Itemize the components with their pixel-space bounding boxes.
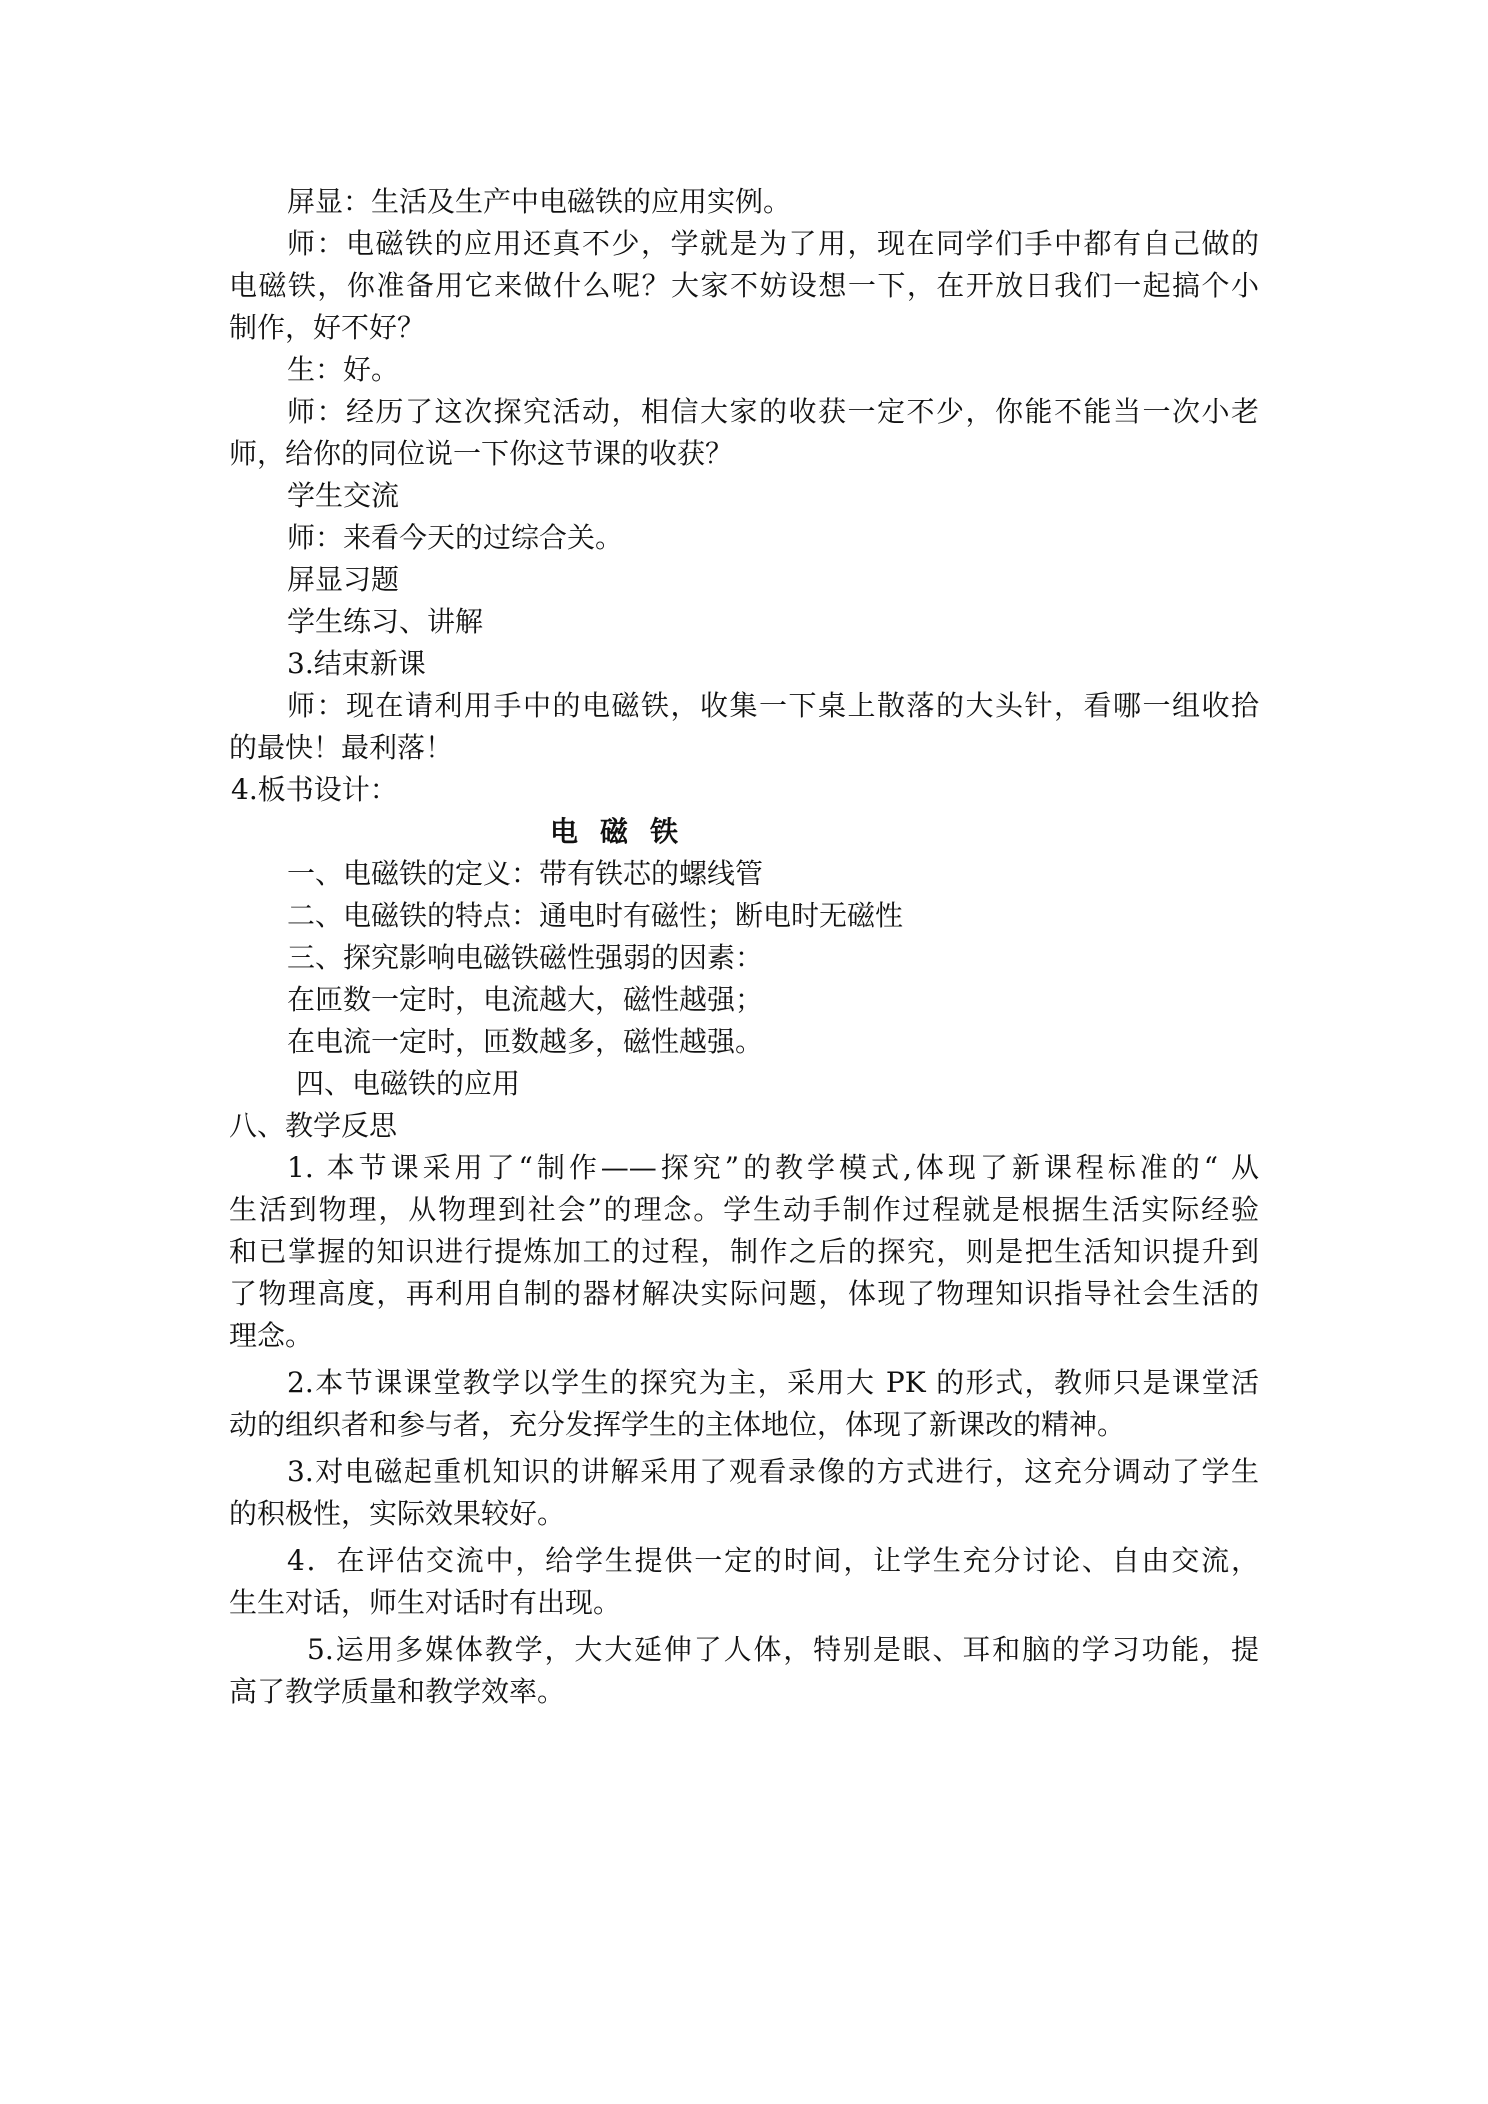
paragraph-line: 电磁铁，你准备用它来做什么呢？大家不妨设想一下，在开放日我们一起搞个小 — [229, 269, 1259, 302]
paragraph-line: 屏显习题 — [287, 563, 400, 596]
section-heading: 八、教学反思 — [229, 1109, 398, 1142]
paragraph-line: 生：好。 — [287, 353, 400, 386]
paragraph-line: 师：电磁铁的应用还真不少，学就是为了用，现在同学们手中都有自己做的 — [287, 227, 1259, 260]
paragraph-line: 1. 本节课采用了“制作——探究”的教学模式,体现了新课程标准的“ 从 — [287, 1151, 1259, 1184]
board-item: 三、探究影响电磁铁磁性强弱的因素： — [287, 941, 764, 974]
paragraph-line: 屏显：生活及生产中电磁铁的应用实例。 — [287, 185, 792, 218]
paragraph-line: 学生交流 — [287, 479, 400, 512]
board-item: 在匝数一定时，电流越大，磁性越强； — [287, 983, 764, 1016]
paragraph-line: 生生对话，师生对话时有出现。 — [229, 1586, 622, 1619]
paragraph-line: 了物理高度，再利用自制的器材解决实际问题，体现了物理知识指导社会生活的 — [229, 1277, 1259, 1310]
section-heading: 4.板书设计： — [231, 773, 398, 806]
board-item: 二、电磁铁的特点：通电时有磁性；断电时无磁性 — [287, 899, 904, 932]
board-item: 一、电磁铁的定义：带有铁芯的螺线管 — [287, 857, 764, 890]
paragraph-line: 3.对电磁起重机知识的讲解采用了观看录像的方式进行，这充分调动了学生 — [287, 1455, 1259, 1488]
paragraph-line: 4．在评估交流中，给学生提供一定的时间，让学生充分讨论、自由交流， — [287, 1544, 1259, 1577]
paragraph-line: 师：经历了这次探究活动，相信大家的收获一定不少，你能不能当一次小老 — [287, 395, 1259, 428]
paragraph-line: 师：来看今天的过综合关。 — [287, 521, 624, 554]
board-title: 电磁铁 — [549, 815, 700, 848]
paragraph-line: 学生练习、讲解 — [287, 605, 484, 638]
paragraph-line: 5.运用多媒体教学，大大延伸了人体，特别是眼、耳和脑的学习功能，提 — [307, 1633, 1259, 1666]
paragraph-line: 师：现在请利用手中的电磁铁，收集一下桌上散落的大头针，看哪一组收拾 — [287, 689, 1259, 722]
section-heading: 3.结束新课 — [287, 647, 426, 680]
paragraph-line: 制作，好不好？ — [229, 311, 426, 344]
paragraph-line: 的积极性，实际效果较好。 — [229, 1497, 566, 1530]
board-item: 四、电磁铁的应用 — [296, 1067, 521, 1100]
paragraph-line: 理念。 — [229, 1319, 314, 1352]
paragraph-line: 和已掌握的知识进行提炼加工的过程，制作之后的探究，则是把生活知识提升到 — [229, 1235, 1259, 1268]
paragraph-line: 生活到物理，从物理到社会”的理念。学生动手制作过程就是根据生活实际经验 — [229, 1193, 1259, 1226]
board-item: 在电流一定时，匝数越多，磁性越强。 — [287, 1025, 764, 1058]
paragraph-line: 动的组织者和参与者，充分发挥学生的主体地位，体现了新课改的精神。 — [229, 1408, 1126, 1441]
paragraph-line: 高了教学质量和教学效率。 — [229, 1675, 566, 1708]
paragraph-line: 2.本节课课堂教学以学生的探究为主，采用大 PK 的形式，教师只是课堂活 — [287, 1366, 1259, 1399]
paragraph-line: 师，给你的同位说一下你这节课的收获？ — [229, 437, 734, 470]
paragraph-line: 的最快！最利落！ — [229, 731, 454, 764]
